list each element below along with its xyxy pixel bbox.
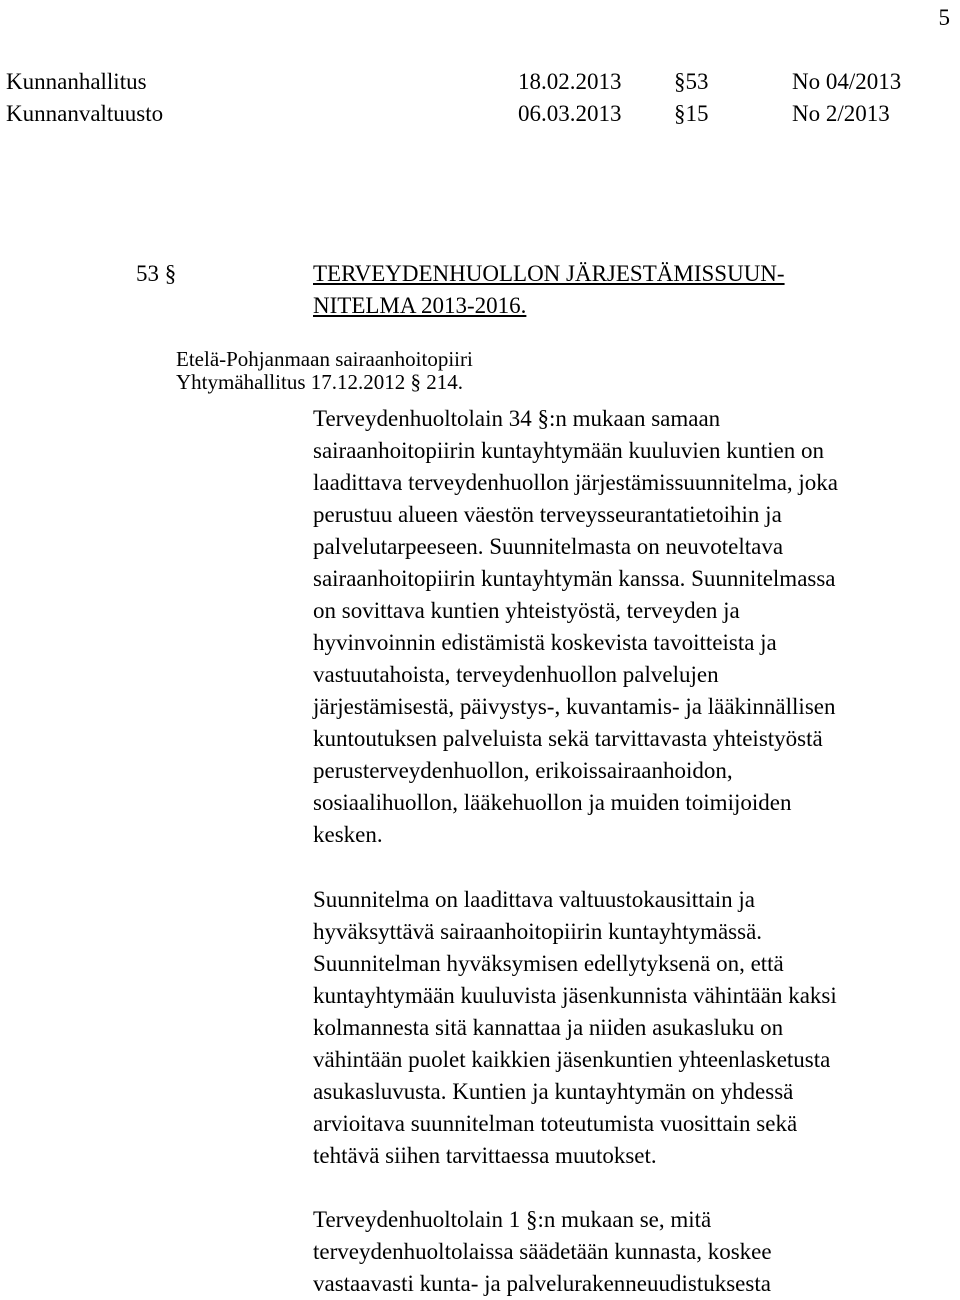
- paragraph-line: kolmannesta sitä kannattaa ja niiden asukasluku on: [313, 1015, 784, 1040]
- page-number: 5: [938, 5, 950, 30]
- paragraph-line: Terveydenhuoltolain 34 §:n mukaan samaan: [313, 406, 721, 431]
- paragraph-line: palvelutarpeeseen. Suunnitelmasta on neuvoteltava: [313, 534, 784, 559]
- meeting-row-board: [6, 66, 946, 98]
- meeting-date: 06.03.2013: [518, 101, 622, 126]
- meeting-number: No 04/2013: [792, 69, 902, 94]
- paragraph-line: perustuu alueen väestön terveysseurantatietoihin ja: [313, 502, 782, 527]
- paragraph-line: Suunnitelman hyväksymisen edellytyksenä on, että: [313, 951, 784, 976]
- paragraph-line: Suunnitelma on laadittava valtuustokausittain ja: [313, 887, 756, 912]
- paragraph-1: [313, 403, 953, 851]
- paragraph-line: terveydenhuoltolaissa säädetään kunnasta, koskee: [313, 1239, 772, 1264]
- paragraph-line: hyvinvoinnin edistämistä koskevista tavoitteista ja: [313, 630, 777, 655]
- source-reference: [176, 348, 876, 394]
- paragraph-line: kuntoutuksen palveluista sekä tarvittavasta yhteistyöstä: [313, 726, 823, 751]
- paragraph-line: vähintään puolet kaikkien jäsenkuntien yhteenlasketusta: [313, 1047, 831, 1072]
- source-organization: Etelä-Pohjanmaan sairaanhoitopiiri: [176, 347, 473, 371]
- paragraph-line: asukasluvusta. Kuntien ja kuntayhtymän on yhdessä: [313, 1079, 794, 1104]
- paragraph-line: sairaanhoitopiirin kuntayhtymään kuuluvien kuntien on: [313, 438, 825, 463]
- paragraph-line: hyväksyttävä sairaanhoitopiirin kuntayhtymässä.: [313, 919, 763, 944]
- paragraph-line: on sovittava kuntien yhteistyöstä, terveyden ja: [313, 598, 740, 623]
- paragraph-line: sosiaalihuollon, lääkehuollon ja muiden toimijoiden: [313, 790, 792, 815]
- paragraph-line: vastuutahoista, terveydenhuollon palvelujen: [313, 662, 719, 687]
- paragraph-line: järjestämisestä, päivystys-, kuvantamis- ja lääkinnällisen: [313, 694, 836, 719]
- paragraph-line: sairaanhoitopiirin kuntayhtymän kanssa. Suunnitelmassa: [313, 566, 836, 591]
- paragraph-2: [313, 884, 953, 1172]
- paragraph-line: arvioitava suunnitelman toteutumista vuosittain sekä: [313, 1111, 798, 1136]
- paragraph-line: Terveydenhuoltolain 1 §:n mukaan se, mitä: [313, 1207, 712, 1232]
- meeting-body: Kunnanvaltuusto: [6, 101, 164, 126]
- paragraph-line: perusterveydenhuollon, erikoissairaanhoidon,: [313, 758, 733, 783]
- meeting-section: §15: [674, 101, 709, 126]
- meeting-number: No 2/2013: [792, 101, 890, 126]
- section-title-line: NITELMA 2013-2016.: [313, 293, 527, 318]
- meeting-row-council: [6, 98, 946, 130]
- meeting-body: Kunnanhallitus: [6, 69, 147, 94]
- meeting-date: 18.02.2013: [518, 69, 622, 94]
- section-number: 53 §: [136, 261, 177, 286]
- paragraph-3: [313, 1204, 953, 1300]
- section-title: [313, 258, 933, 322]
- paragraph-line: laadittava terveydenhuollon järjestämissuunnitelma, joka: [313, 470, 839, 495]
- meeting-section: §53: [674, 69, 709, 94]
- paragraph-line: tehtävä siihen tarvittaessa muutokset.: [313, 1143, 657, 1168]
- source-decision: Yhtymähallitus 17.12.2012 § 214.: [176, 370, 463, 394]
- paragraph-line: kuntayhtymään kuuluvista jäsenkunnista vähintään kaksi: [313, 983, 837, 1008]
- section-title-line: TERVEYDENHUOLLON JÄRJESTÄMISSUUN-: [313, 261, 785, 286]
- paragraph-line: vastaavasti kunta- ja palvelurakenneuudistuksesta: [313, 1271, 771, 1296]
- paragraph-line: kesken.: [313, 822, 383, 847]
